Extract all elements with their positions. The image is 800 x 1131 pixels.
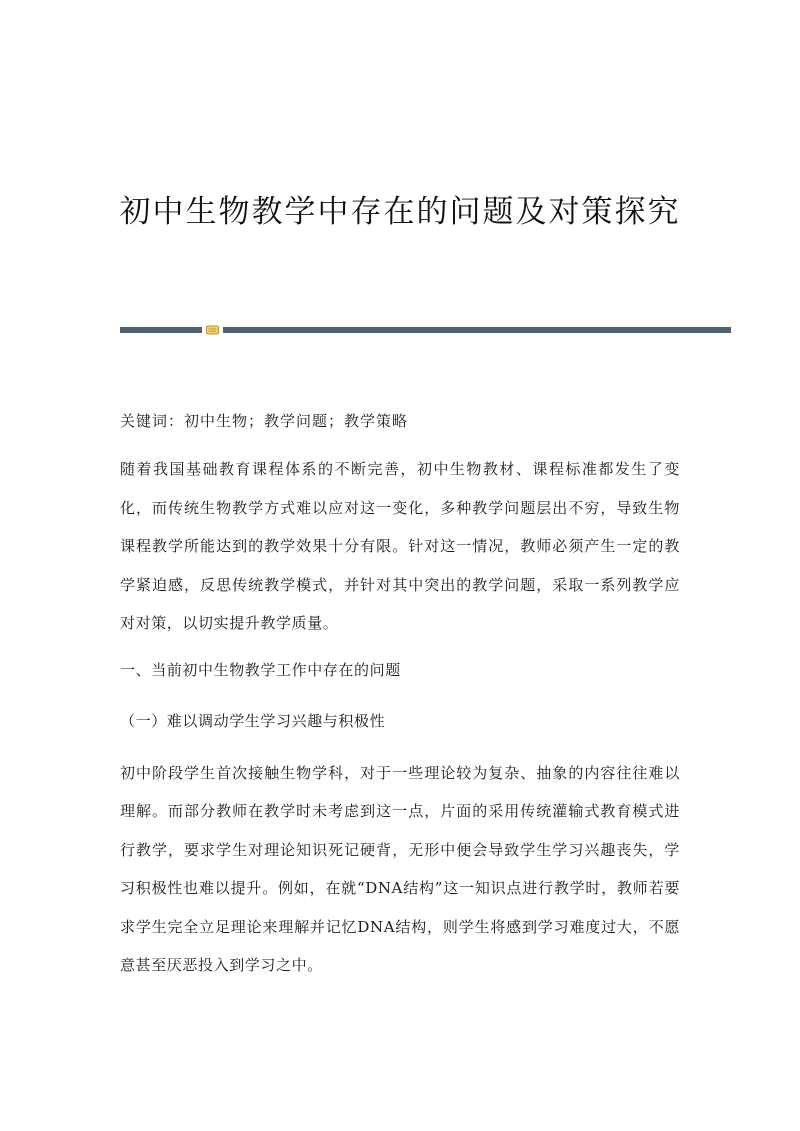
divider-bar-left <box>120 327 202 333</box>
document-ornament-icon <box>206 325 219 335</box>
intro-paragraph: 随着我国基础教育课程体系的不断完善，初中生物教材、课程标准都发生了变化，而传统生物教学方式难以应对这一变化，多种教学问题层出不穷，导致生物课程教学所能达到的教学效果十分有限。针对这一情况，教师必须产生一定的教学紧迫感，反思传统教学模式，并针对其中突出的教学问题，采取一系列教学应对对策，以切实提升教学质量。 <box>120 460 680 632</box>
document-body <box>120 402 680 985</box>
page-title: 初中生物教学中存在的问题及对策探究 <box>119 194 681 230</box>
divider-bar-right <box>223 327 731 333</box>
title-divider <box>120 325 731 335</box>
keywords-line: 关键词：初中生物；教学问题；教学策略 <box>120 412 409 430</box>
body-paragraph: 初中阶段学生首次接触生物学科，对于一些理论较为复杂、抽象的内容往往难以理解。而部分教师在教学时未考虑到这一点，片面的采用传统灌输式教育模式进行教学，要求学生对理论知识死记硬背，无形中便会导致学生学习兴趣丧失，学习积极性也难以提升。例如，在就“DNA结构”这一知识点进行教学时，教师若要求学生完全立足理论来理解并记忆DNA结构，则学生将感到学习难度过大，不愿意甚至厌恶投入到学习之中。 <box>120 763 680 974</box>
section-heading: 一、当前初中生物教学工作中存在的问题 <box>120 660 401 679</box>
subsection-heading: （一）难以调动学生学习兴趣与积极性 <box>120 711 386 730</box>
